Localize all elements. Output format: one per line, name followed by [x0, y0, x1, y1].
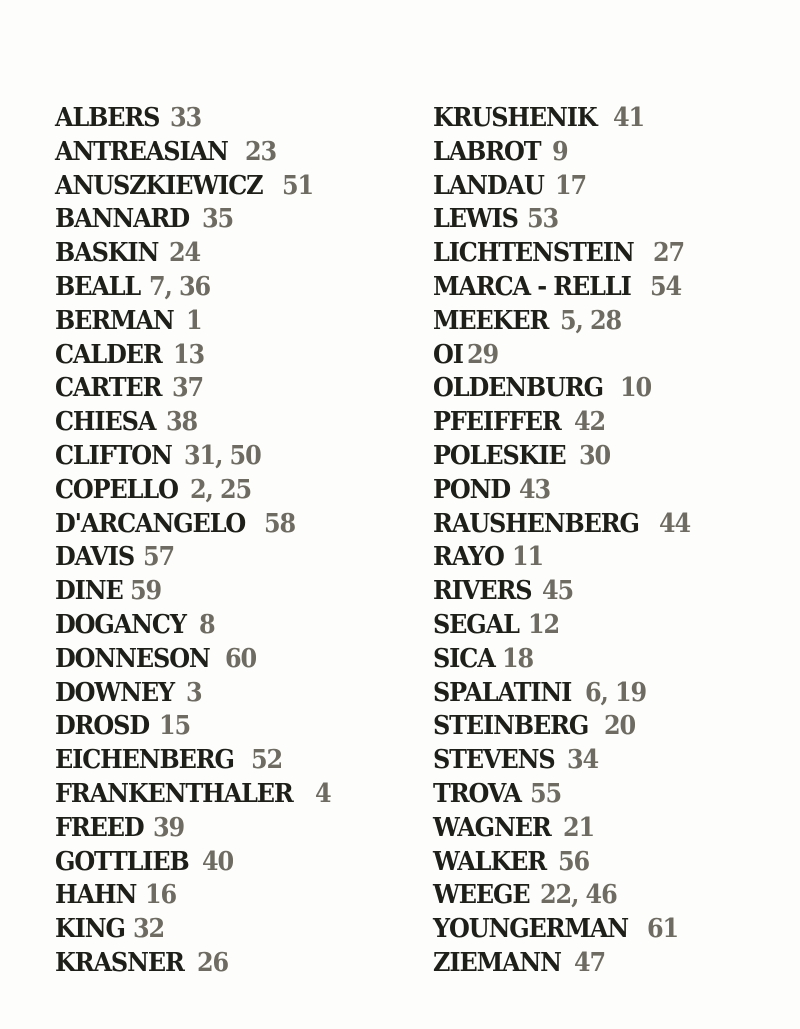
index-entry: [55, 710, 405, 744]
artist-name: SICA: [433, 643, 495, 674]
page-numbers: 31, 50: [183, 440, 261, 471]
artist-name: OI: [433, 339, 463, 370]
artist-name: COPELLO: [55, 474, 178, 505]
artist-name: CALDER: [55, 339, 162, 370]
artist-name: BANNARD: [55, 204, 189, 235]
page-numbers: 58: [263, 508, 295, 539]
index-entry: [55, 102, 405, 136]
page-numbers: 29: [467, 339, 499, 370]
index-entry: [433, 913, 773, 947]
page-numbers: 18: [501, 643, 533, 674]
artist-index-left-column: [55, 102, 405, 981]
index-entry: [433, 440, 773, 474]
page-numbers: 11: [511, 542, 543, 573]
artist-name: RAUSHENBERG: [433, 508, 639, 539]
page-numbers: 26: [196, 947, 228, 978]
page-numbers: 56: [557, 846, 589, 877]
page-numbers: 1: [185, 305, 202, 336]
index-entry: [55, 575, 405, 609]
page-numbers: 17: [555, 170, 587, 201]
index-entry: [55, 203, 405, 237]
index-entry: [55, 541, 405, 575]
page-numbers: 32: [132, 914, 164, 945]
artist-name: DOWNEY: [55, 677, 174, 708]
artist-name: PFEIFFER: [433, 407, 561, 438]
index-entry: [55, 440, 405, 474]
artist-name: ZIEMANN: [433, 947, 561, 978]
artist-name: DAVIS: [55, 542, 135, 573]
index-entry: [433, 846, 773, 880]
artist-name: D'ARCANGELO: [55, 508, 246, 539]
page-numbers: 55: [530, 778, 562, 809]
artist-name: LABROT: [433, 136, 541, 167]
artist-name: BERMAN: [55, 305, 174, 336]
page-numbers: 37: [172, 373, 204, 404]
artist-name: WAGNER: [433, 812, 551, 843]
page-numbers: 45: [541, 576, 573, 607]
index-entry: [433, 305, 773, 339]
index-entry: [55, 474, 405, 508]
index-entry: [433, 947, 773, 981]
artist-name: ANTREASIAN: [55, 136, 228, 167]
page-numbers: 47: [573, 947, 605, 978]
artist-name: SEGAL: [433, 609, 519, 640]
index-entry: [433, 575, 773, 609]
page-numbers: 8: [199, 609, 215, 640]
artist-name: KRASNER: [55, 947, 184, 978]
artist-name: FREED: [55, 812, 144, 843]
index-entry: [55, 913, 405, 947]
page-numbers: 24: [169, 238, 201, 269]
page-numbers: 44: [658, 508, 690, 539]
page-numbers: 39: [153, 812, 185, 843]
artist-name: WALKER: [433, 846, 547, 877]
page-numbers: 54: [649, 271, 681, 302]
page-numbers: 61: [646, 914, 678, 945]
index-entry: [433, 203, 773, 237]
index-entry: [433, 609, 773, 643]
page-numbers: 34: [566, 745, 599, 776]
artist-name: DROSD: [55, 711, 149, 742]
artist-name: LICHTENSTEIN: [433, 238, 634, 269]
page-numbers: 23: [244, 136, 276, 167]
page-numbers: 33: [170, 103, 202, 133]
index-entry: [433, 744, 773, 778]
artist-name: STEINBERG: [433, 711, 589, 742]
artist-name: CHIESA: [55, 407, 156, 438]
page-numbers: 9: [551, 136, 568, 167]
page-numbers: 51: [282, 170, 314, 201]
index-entry: [433, 541, 773, 575]
page-numbers: 20: [603, 711, 635, 742]
index-entry: [55, 339, 405, 373]
artist-name: WEEGE: [433, 880, 530, 911]
page-numbers: 7, 36: [149, 271, 211, 302]
index-entry: [433, 474, 773, 508]
index-entry: [55, 677, 405, 711]
artist-name: FRANKENTHALER: [55, 778, 293, 809]
page-numbers: 40: [202, 846, 234, 877]
index-entry: [55, 305, 405, 339]
page-numbers: 59: [130, 576, 162, 607]
page-numbers: 16: [145, 880, 177, 911]
page-numbers: 21: [562, 812, 594, 843]
artist-name: DONNESON: [55, 643, 210, 674]
index-entry: [433, 710, 773, 744]
index-entry: [55, 237, 405, 271]
index-entry: [55, 271, 405, 305]
page-numbers: 41: [612, 103, 644, 133]
page-numbers: 42: [573, 407, 605, 438]
artist-name: RIVERS: [433, 576, 532, 607]
artist-name: DINE: [55, 576, 123, 607]
artist-name: GOTTLIEB: [55, 846, 189, 877]
artist-name: KRUSHENIK: [433, 103, 597, 133]
artist-index-right-column: [433, 102, 773, 981]
index-entry: [55, 947, 405, 981]
artist-name: LEWIS: [433, 204, 518, 235]
index-entry: [55, 372, 405, 406]
index-entry: [55, 643, 405, 677]
index-entry: [433, 643, 773, 677]
index-entry: [433, 271, 773, 305]
page-numbers: 27: [652, 238, 685, 269]
page-numbers: 53: [527, 204, 559, 235]
page-numbers: 4: [315, 778, 331, 809]
index-entry: [433, 508, 773, 542]
artist-name: MEEKER: [433, 305, 549, 336]
index-entry: [433, 372, 773, 406]
index-entry: [55, 846, 405, 880]
artist-name: BEALL: [55, 271, 141, 302]
index-entry: [433, 812, 773, 846]
index-entry: [55, 406, 405, 440]
page-numbers: 22, 46: [539, 880, 617, 911]
artist-name: CARTER: [55, 373, 162, 404]
artist-name: LANDAU: [433, 170, 544, 201]
index-entry: [433, 237, 773, 271]
index-entry: [55, 812, 405, 846]
page-numbers: 57: [142, 542, 174, 573]
page-numbers: 15: [159, 711, 191, 742]
index-entry: [55, 170, 405, 204]
artist-name: RAYO: [433, 542, 504, 573]
index-entry: [433, 170, 773, 204]
index-entry: [433, 102, 773, 136]
artist-name: STEVENS: [433, 745, 555, 776]
index-entry: [433, 677, 773, 711]
index-entry: [433, 339, 773, 373]
page-numbers: 2, 25: [190, 474, 252, 505]
index-entry: [55, 879, 405, 913]
artist-name: OLDENBURG: [433, 373, 603, 404]
index-entry: [433, 406, 773, 440]
page-numbers: 3: [186, 677, 202, 708]
artist-name: MARCA - RELLI: [433, 271, 631, 302]
artist-name: YOUNGERMAN: [433, 914, 629, 945]
page-numbers: 10: [619, 373, 651, 404]
page-numbers: 30: [578, 440, 611, 471]
index-entry: [55, 136, 405, 170]
artist-name: ANUSZKIEWICZ: [55, 170, 263, 201]
artist-name: KING: [55, 914, 125, 945]
artist-name: DOGANCY: [55, 609, 186, 640]
page-numbers: 60: [225, 643, 257, 674]
page-numbers: 5, 28: [560, 305, 622, 336]
page-numbers: 52: [251, 745, 283, 776]
artist-name: POND: [433, 474, 511, 505]
page-numbers: 12: [528, 609, 560, 640]
artist-name: HAHN: [55, 880, 137, 911]
artist-name: BASKIN: [55, 238, 159, 269]
artist-name: SPALATINI: [433, 677, 572, 708]
artist-name: TROVA: [433, 778, 521, 809]
page-numbers: 38: [165, 407, 197, 438]
index-entry: [433, 879, 773, 913]
page-numbers: 35: [202, 204, 234, 235]
page-numbers: 6, 19: [585, 677, 647, 708]
page-numbers: 43: [518, 474, 550, 505]
index-entry: [55, 508, 405, 542]
index-entry: [55, 778, 405, 812]
page-numbers: 13: [172, 339, 204, 370]
artist-name: EICHENBERG: [55, 745, 234, 776]
index-entry: [55, 609, 405, 643]
artist-name: ALBERS: [55, 103, 160, 133]
artist-name: POLESKIE: [433, 440, 566, 471]
index-entry: [55, 744, 405, 778]
index-entry: [433, 778, 773, 812]
index-entry: [433, 136, 773, 170]
artist-name: CLIFTON: [55, 440, 172, 471]
